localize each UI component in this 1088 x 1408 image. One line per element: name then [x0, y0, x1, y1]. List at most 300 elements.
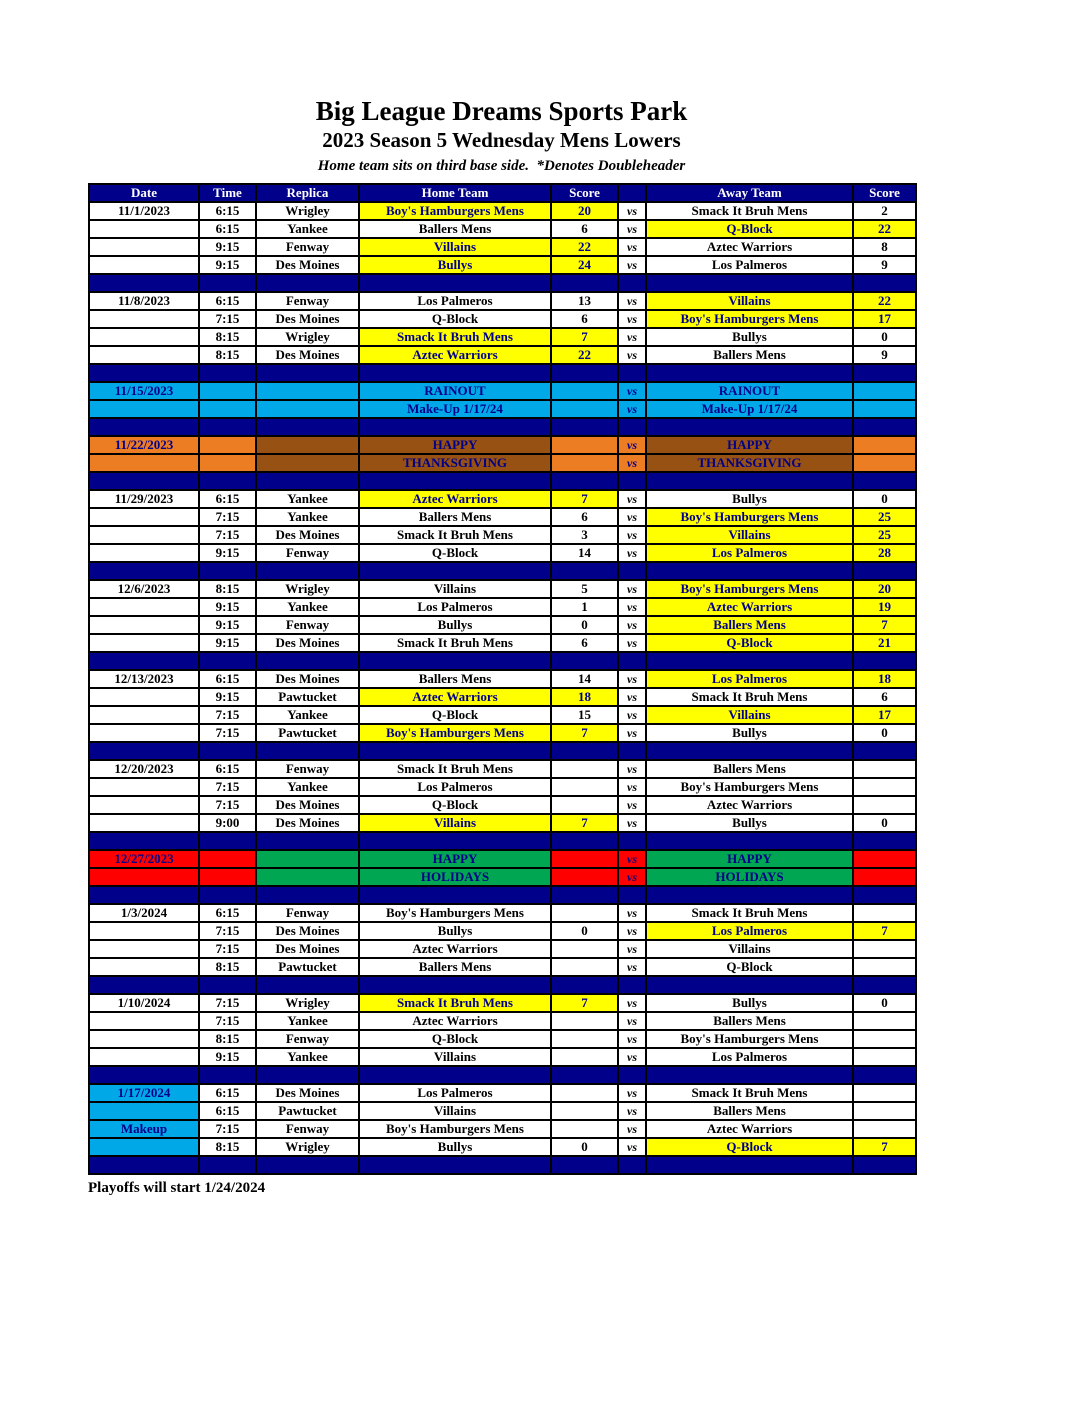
home-score-cell: 5 — [551, 580, 618, 598]
home-score-cell — [551, 796, 618, 814]
game-row — [89, 760, 916, 778]
vs-cell: vs — [618, 868, 646, 886]
replica-cell: Wrigley — [256, 328, 359, 346]
date-cell — [89, 796, 199, 814]
time-cell — [199, 364, 256, 382]
away-team-cell: Bullys — [646, 724, 853, 742]
vs-cell: vs — [618, 544, 646, 562]
time-cell: 7:15 — [199, 706, 256, 724]
game-row — [89, 922, 916, 940]
away-team-cell: Aztec Warriors — [646, 1120, 853, 1138]
home-score-cell — [551, 1084, 618, 1102]
home-score-cell — [551, 1030, 618, 1048]
home-team-cell — [359, 418, 551, 436]
away-score-cell: 21 — [853, 634, 916, 652]
away-team-cell: Los Palmeros — [646, 256, 853, 274]
game-row — [89, 1048, 916, 1066]
replica-cell: Fenway — [256, 1030, 359, 1048]
date-cell — [89, 310, 199, 328]
time-cell: 8:15 — [199, 1030, 256, 1048]
replica-cell: Fenway — [256, 616, 359, 634]
time-cell — [199, 886, 256, 904]
time-cell: 8:15 — [199, 580, 256, 598]
away-team-cell: Villains — [646, 706, 853, 724]
away-team-cell: Villains — [646, 292, 853, 310]
time-cell — [199, 832, 256, 850]
away-team-cell: Villains — [646, 940, 853, 958]
game-row — [89, 310, 916, 328]
rainout-row — [89, 400, 916, 418]
page-subtitle: 2023 Season 5 Wednesday Mens Lowers — [322, 127, 681, 152]
home-score-cell — [551, 562, 618, 580]
date-cell — [89, 274, 199, 292]
away-team-cell: Bullys — [646, 490, 853, 508]
home-team-cell — [359, 472, 551, 490]
replica-cell: Pawtucket — [256, 688, 359, 706]
away-score-cell: 9 — [853, 256, 916, 274]
date-cell — [89, 940, 199, 958]
time-cell — [199, 652, 256, 670]
home-team-cell: Q-Block — [359, 706, 551, 724]
game-row — [89, 256, 916, 274]
home-score-cell — [551, 886, 618, 904]
game-row — [89, 202, 916, 220]
away-score-cell — [853, 778, 916, 796]
away-team-cell: Los Palmeros — [646, 1048, 853, 1066]
away-score-cell — [853, 1012, 916, 1030]
away-score-cell — [853, 742, 916, 760]
date-cell: 12/13/2023 — [89, 670, 199, 688]
time-cell — [199, 400, 256, 418]
home-score-cell — [551, 1102, 618, 1120]
away-team-cell: Make-Up 1/17/24 — [646, 400, 853, 418]
home-score-cell — [551, 976, 618, 994]
home-score-cell: 22 — [551, 346, 618, 364]
away-score-cell — [853, 1102, 916, 1120]
away-score-cell: 20 — [853, 580, 916, 598]
replica-cell: Yankee — [256, 1048, 359, 1066]
column-header-away-team: Away Team — [646, 184, 853, 202]
replica-cell — [256, 832, 359, 850]
date-cell: 11/1/2023 — [89, 202, 199, 220]
home-team-cell: Boy's Hamburgers Mens — [359, 1120, 551, 1138]
game-row — [89, 1084, 916, 1102]
time-cell: 7:15 — [199, 724, 256, 742]
home-score-cell: 6 — [551, 310, 618, 328]
date-cell — [89, 652, 199, 670]
separator-row — [89, 1156, 916, 1174]
away-team-cell — [646, 418, 853, 436]
away-score-cell: 25 — [853, 508, 916, 526]
away-team-cell: Boy's Hamburgers Mens — [646, 580, 853, 598]
home-team-cell: Los Palmeros — [359, 1084, 551, 1102]
vs-cell: vs — [618, 1012, 646, 1030]
replica-cell: Wrigley — [256, 1138, 359, 1156]
home-score-cell: 24 — [551, 256, 618, 274]
home-score-cell — [551, 1048, 618, 1066]
home-team-cell: Villains — [359, 238, 551, 256]
home-team-cell — [359, 742, 551, 760]
game-row — [89, 490, 916, 508]
away-team-cell: Smack It Bruh Mens — [646, 688, 853, 706]
away-team-cell: Smack It Bruh Mens — [646, 1084, 853, 1102]
vs-cell — [618, 742, 646, 760]
away-team-cell: Ballers Mens — [646, 346, 853, 364]
away-team-cell — [646, 832, 853, 850]
replica-cell: Des Moines — [256, 814, 359, 832]
time-cell: 8:15 — [199, 346, 256, 364]
home-score-cell — [551, 778, 618, 796]
home-score-cell: 3 — [551, 526, 618, 544]
time-cell: 6:15 — [199, 760, 256, 778]
home-score-cell — [551, 274, 618, 292]
away-team-cell: Q-Block — [646, 1138, 853, 1156]
time-cell: 9:15 — [199, 256, 256, 274]
game-row — [89, 778, 916, 796]
time-cell — [199, 1066, 256, 1084]
home-team-cell — [359, 976, 551, 994]
time-cell: 6:15 — [199, 904, 256, 922]
date-cell — [89, 1012, 199, 1030]
away-team-cell: Ballers Mens — [646, 1102, 853, 1120]
separator-row — [89, 976, 916, 994]
away-score-cell — [853, 832, 916, 850]
replica-cell — [256, 742, 359, 760]
replica-cell — [256, 364, 359, 382]
replica-cell: Yankee — [256, 778, 359, 796]
date-cell: 12/6/2023 — [89, 580, 199, 598]
replica-cell: Des Moines — [256, 346, 359, 364]
time-cell: 9:15 — [199, 634, 256, 652]
vs-cell: vs — [618, 1084, 646, 1102]
column-header-score: Score — [853, 184, 916, 202]
separator-row — [89, 274, 916, 292]
home-score-cell — [551, 1156, 618, 1174]
table-header-row — [89, 184, 916, 202]
away-score-cell: 22 — [853, 292, 916, 310]
home-team-cell: HOLIDAYS — [359, 868, 551, 886]
away-score-cell: 0 — [853, 724, 916, 742]
away-score-cell — [853, 940, 916, 958]
date-cell — [89, 742, 199, 760]
vs-cell: vs — [618, 238, 646, 256]
vs-cell: vs — [618, 526, 646, 544]
away-team-cell — [646, 1066, 853, 1084]
separator-row — [89, 886, 916, 904]
away-score-cell — [853, 364, 916, 382]
replica-cell: Fenway — [256, 760, 359, 778]
replica-cell: Yankee — [256, 706, 359, 724]
replica-cell: Des Moines — [256, 634, 359, 652]
date-cell: 1/3/2024 — [89, 904, 199, 922]
replica-cell: Fenway — [256, 904, 359, 922]
time-cell — [199, 976, 256, 994]
away-score-cell: 2 — [853, 202, 916, 220]
date-cell — [89, 364, 199, 382]
time-cell: 7:15 — [199, 1120, 256, 1138]
home-score-cell: 1 — [551, 598, 618, 616]
away-team-cell: Boy's Hamburgers Mens — [646, 1030, 853, 1048]
column-header-vs — [618, 184, 646, 202]
game-row — [89, 724, 916, 742]
time-cell — [199, 436, 256, 454]
home-score-cell — [551, 958, 618, 976]
game-row — [89, 670, 916, 688]
away-score-cell — [853, 1120, 916, 1138]
away-score-cell — [853, 400, 916, 418]
home-score-cell: 18 — [551, 688, 618, 706]
time-cell: 9:00 — [199, 814, 256, 832]
home-team-cell: Boy's Hamburgers Mens — [359, 724, 551, 742]
page-title: Big League Dreams Sports Park — [315, 96, 688, 126]
replica-cell: Yankee — [256, 1012, 359, 1030]
game-row — [89, 292, 916, 310]
vs-cell: vs — [618, 616, 646, 634]
time-cell — [199, 274, 256, 292]
away-score-cell — [853, 1030, 916, 1048]
time-cell — [199, 472, 256, 490]
replica-cell: Wrigley — [256, 580, 359, 598]
home-team-cell — [359, 274, 551, 292]
separator-row — [89, 418, 916, 436]
home-score-cell — [551, 760, 618, 778]
replica-cell: Yankee — [256, 490, 359, 508]
replica-cell: Fenway — [256, 292, 359, 310]
date-cell — [89, 886, 199, 904]
time-cell — [199, 382, 256, 400]
game-row — [89, 544, 916, 562]
replica-cell — [256, 454, 359, 472]
home-score-cell — [551, 1012, 618, 1030]
home-team-note: Home team sits on third base side. *Denotes Doubleheader — [317, 157, 686, 174]
time-cell: 7:15 — [199, 994, 256, 1012]
away-score-cell: 22 — [853, 220, 916, 238]
vs-cell — [618, 1066, 646, 1084]
replica-cell — [256, 1066, 359, 1084]
away-team-cell: Villains — [646, 526, 853, 544]
home-team-cell: Ballers Mens — [359, 958, 551, 976]
home-score-cell: 14 — [551, 544, 618, 562]
home-team-cell: Los Palmeros — [359, 778, 551, 796]
date-cell: 11/8/2023 — [89, 292, 199, 310]
away-score-cell — [853, 1066, 916, 1084]
home-score-cell — [551, 1120, 618, 1138]
away-team-cell — [646, 652, 853, 670]
date-cell: Makeup — [89, 1120, 199, 1138]
home-team-cell: Bullys — [359, 922, 551, 940]
playoffs-note: Playoffs will start 1/24/2024 — [88, 1180, 266, 1197]
time-cell: 6:15 — [199, 1084, 256, 1102]
away-team-cell — [646, 274, 853, 292]
vs-cell: vs — [618, 1120, 646, 1138]
vs-cell: vs — [618, 778, 646, 796]
replica-cell — [256, 976, 359, 994]
date-cell: 12/20/2023 — [89, 760, 199, 778]
holidays-row — [89, 868, 916, 886]
column-header-home-team: Home Team — [359, 184, 551, 202]
game-row — [89, 634, 916, 652]
vs-cell: vs — [618, 490, 646, 508]
vs-cell: vs — [618, 904, 646, 922]
vs-cell: vs — [618, 850, 646, 868]
home-team-cell: Ballers Mens — [359, 508, 551, 526]
replica-cell — [256, 886, 359, 904]
vs-cell: vs — [618, 202, 646, 220]
date-cell — [89, 1066, 199, 1084]
vs-cell — [618, 418, 646, 436]
time-cell: 7:15 — [199, 922, 256, 940]
date-cell: 1/17/2024 — [89, 1084, 199, 1102]
time-cell: 8:15 — [199, 328, 256, 346]
date-cell — [89, 706, 199, 724]
replica-cell: Des Moines — [256, 1084, 359, 1102]
home-team-cell — [359, 832, 551, 850]
rainout-row — [89, 382, 916, 400]
replica-cell — [256, 1156, 359, 1174]
home-score-cell — [551, 652, 618, 670]
separator-row — [89, 364, 916, 382]
home-team-cell: HAPPY — [359, 850, 551, 868]
home-team-cell: Q-Block — [359, 310, 551, 328]
away-score-cell: 0 — [853, 994, 916, 1012]
separator-row — [89, 742, 916, 760]
replica-cell: Des Moines — [256, 922, 359, 940]
vs-cell: vs — [618, 220, 646, 238]
home-score-cell — [551, 400, 618, 418]
time-cell — [199, 742, 256, 760]
date-cell — [89, 238, 199, 256]
schedule-table — [88, 183, 917, 1175]
date-cell — [89, 688, 199, 706]
separator-row — [89, 562, 916, 580]
home-team-cell: Villains — [359, 1102, 551, 1120]
replica-cell: Des Moines — [256, 670, 359, 688]
away-team-cell: Q-Block — [646, 958, 853, 976]
date-cell — [89, 616, 199, 634]
vs-cell — [618, 652, 646, 670]
time-cell — [199, 850, 256, 868]
replica-cell: Fenway — [256, 544, 359, 562]
time-cell — [199, 418, 256, 436]
date-cell — [89, 958, 199, 976]
home-team-cell: Bullys — [359, 256, 551, 274]
time-cell: 6:15 — [199, 670, 256, 688]
home-team-cell: Smack It Bruh Mens — [359, 994, 551, 1012]
date-cell — [89, 832, 199, 850]
time-cell: 9:15 — [199, 1048, 256, 1066]
home-score-cell — [551, 454, 618, 472]
home-score-cell — [551, 832, 618, 850]
game-row — [89, 508, 916, 526]
away-score-cell — [853, 904, 916, 922]
home-team-cell: Aztec Warriors — [359, 940, 551, 958]
time-cell: 7:15 — [199, 526, 256, 544]
home-score-cell: 20 — [551, 202, 618, 220]
column-header-date: Date — [89, 184, 199, 202]
game-row — [89, 688, 916, 706]
column-header-replica: Replica — [256, 184, 359, 202]
away-team-cell: Ballers Mens — [646, 760, 853, 778]
vs-cell: vs — [618, 814, 646, 832]
home-team-cell: Ballers Mens — [359, 670, 551, 688]
replica-cell: Des Moines — [256, 940, 359, 958]
vs-cell: vs — [618, 256, 646, 274]
away-team-cell: Boy's Hamburgers Mens — [646, 508, 853, 526]
home-score-cell: 7 — [551, 490, 618, 508]
date-cell — [89, 1156, 199, 1174]
vs-cell: vs — [618, 598, 646, 616]
home-team-cell: Bullys — [359, 1138, 551, 1156]
away-score-cell — [853, 976, 916, 994]
game-row — [89, 994, 916, 1012]
away-team-cell: Boy's Hamburgers Mens — [646, 310, 853, 328]
away-score-cell — [853, 472, 916, 490]
thanksgiving-row — [89, 436, 916, 454]
vs-cell: vs — [618, 400, 646, 418]
vs-cell: vs — [618, 724, 646, 742]
column-header-score: Score — [551, 184, 618, 202]
away-score-cell — [853, 436, 916, 454]
date-cell — [89, 346, 199, 364]
home-team-cell: Aztec Warriors — [359, 1012, 551, 1030]
vs-cell: vs — [618, 922, 646, 940]
separator-row — [89, 832, 916, 850]
date-cell — [89, 868, 199, 886]
away-team-cell — [646, 364, 853, 382]
away-score-cell: 28 — [853, 544, 916, 562]
home-team-cell: Smack It Bruh Mens — [359, 526, 551, 544]
away-team-cell: Los Palmeros — [646, 544, 853, 562]
thanksgiving-row — [89, 454, 916, 472]
home-team-cell: HAPPY — [359, 436, 551, 454]
time-cell: 6:15 — [199, 1102, 256, 1120]
away-score-cell — [853, 886, 916, 904]
home-team-cell: Los Palmeros — [359, 292, 551, 310]
date-cell — [89, 1102, 199, 1120]
vs-cell: vs — [618, 1048, 646, 1066]
home-team-cell: THANKSGIVING — [359, 454, 551, 472]
away-team-cell — [646, 1156, 853, 1174]
home-team-cell: Villains — [359, 580, 551, 598]
home-score-cell: 6 — [551, 220, 618, 238]
time-cell: 7:15 — [199, 940, 256, 958]
separator-row — [89, 472, 916, 490]
home-score-cell — [551, 418, 618, 436]
home-score-cell: 13 — [551, 292, 618, 310]
vs-cell: vs — [618, 706, 646, 724]
replica-cell: Pawtucket — [256, 1102, 359, 1120]
home-score-cell: 7 — [551, 994, 618, 1012]
replica-cell: Yankee — [256, 220, 359, 238]
replica-cell: Wrigley — [256, 994, 359, 1012]
home-score-cell: 0 — [551, 922, 618, 940]
time-cell: 7:15 — [199, 778, 256, 796]
home-score-cell: 6 — [551, 634, 618, 652]
away-score-cell — [853, 652, 916, 670]
vs-cell: vs — [618, 688, 646, 706]
time-cell: 7:15 — [199, 796, 256, 814]
game-row — [89, 346, 916, 364]
home-team-cell: Aztec Warriors — [359, 688, 551, 706]
away-team-cell — [646, 562, 853, 580]
vs-cell: vs — [618, 634, 646, 652]
date-cell — [89, 814, 199, 832]
home-score-cell — [551, 868, 618, 886]
vs-cell: vs — [618, 1030, 646, 1048]
home-score-cell: 0 — [551, 616, 618, 634]
date-cell — [89, 526, 199, 544]
home-team-cell: Aztec Warriors — [359, 490, 551, 508]
